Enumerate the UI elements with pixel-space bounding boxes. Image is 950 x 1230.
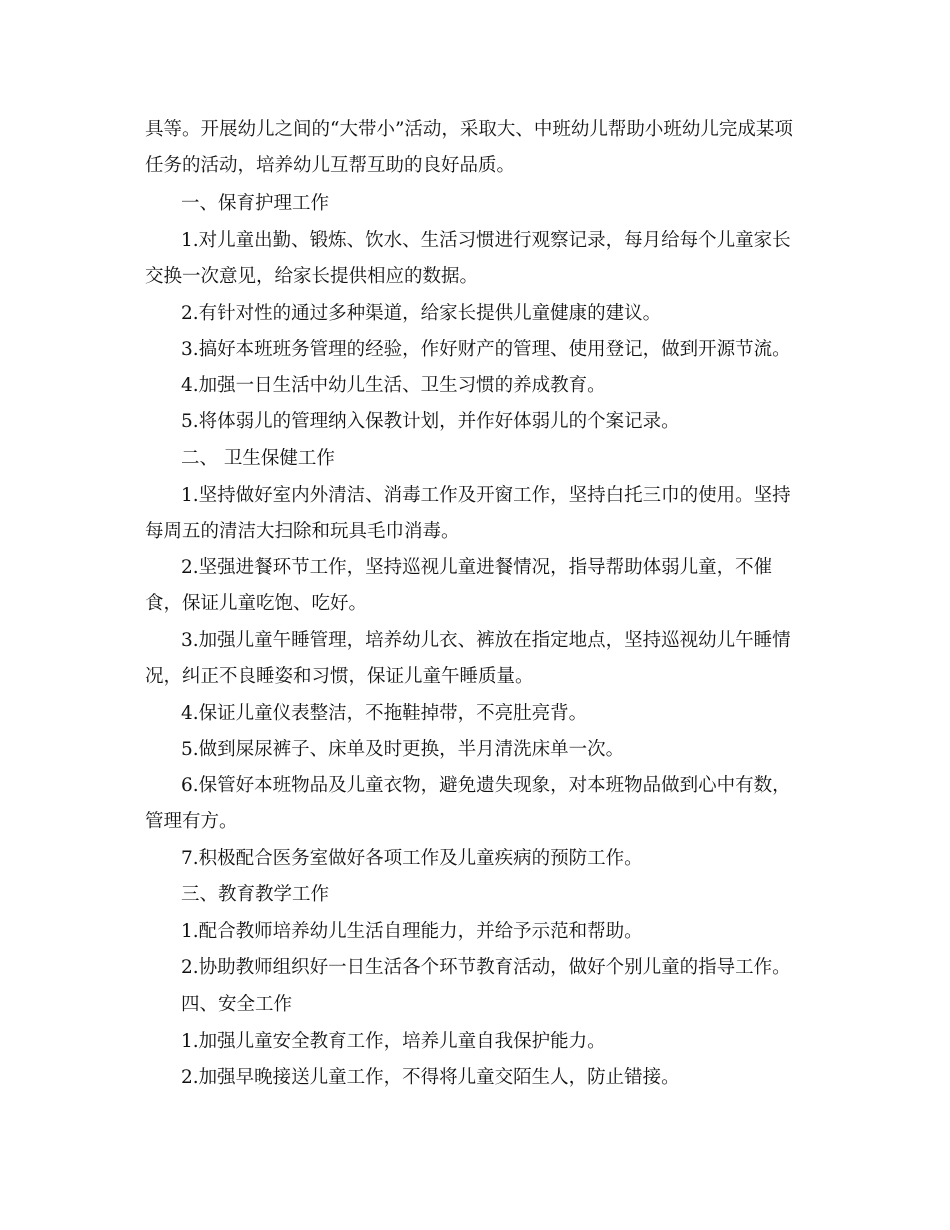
text-line: 2.有针对性的通过多种渠道，给家长提供儿童健康的建议。 [181,303,662,324]
text-line: 每周五的清洁大扫除和玩具毛巾消毒。 [145,521,460,542]
text-line: 1.坚持做好室内外清洁、消毒工作及开窗工作，坚持白托三巾的使用。坚持 [181,485,791,506]
text-line: 5.将体弱儿的管理纳入保教计划，并作好体弱儿的个案记录。 [181,411,680,432]
text-line: 3.搞好本班班务管理的经验，作好财产的管理、使用登记，做到开源节流。 [181,339,791,360]
text-line: 4.加强一日生活中幼儿生活、卫生习惯的养成教育。 [181,375,606,396]
text-line: 3.加强儿童午睡管理，培养幼儿衣、裤放在指定地点，坚持巡视幼儿午睡情 [181,630,791,651]
section-heading: 三、教育教学工作 [181,884,330,905]
text-line: 1.加强儿童安全教育工作，培养儿童自我保护能力。 [181,1031,606,1052]
text-line: 任务的活动，培养幼儿互帮互助的良好品质。 [145,155,516,176]
text-line: 交换一次意见，给家长提供相应的数据。 [145,266,479,287]
section-heading: 二、 卫生保健工作 [181,448,335,469]
text-line: 2.协助教师组织好一日生活各个环节教育活动，做好个别儿童的指导工作。 [181,957,791,978]
text-line: 1.对儿童出勤、锻炼、饮水、生活习惯进行观察记录，每月给每个儿童家长 [181,230,791,251]
text-line: 2.加强早晚接送儿童工作，不得将儿童交陌生人，防止错接。 [181,1067,680,1088]
section-heading: 一、保育护理工作 [181,193,330,214]
section-heading: 四、安全工作 [181,994,293,1015]
text-line: 1.配合教师培养幼儿生活自理能力，并给予示范和帮助。 [181,921,643,942]
text-line: 5.做到屎尿裤子、床单及时更换，半月清洗床单一次。 [181,739,625,760]
text-line: 7.积极配合医务室做好各项工作及儿童疾病的预防工作。 [181,848,643,869]
text-line: 况，纠正不良睡姿和习惯，保证儿童午睡质量。 [145,666,534,687]
text-line: 食，保证儿童吃饱、吃好。 [145,593,368,614]
text-line: 管理有方。 [145,811,238,832]
text-line: 具等。开展幼儿之间的“大带小”活动，采取大、中班幼儿帮助小班幼儿完成某项 [145,119,793,140]
text-line: 6.保管好本班物品及儿童衣物，避免遗失现象，对本班物品做到心中有数， [181,775,791,796]
text-line: 4.保证儿童仪表整洁，不拖鞋掉带，不亮肚亮背。 [181,703,588,724]
text-line: 2.坚强进餐环节工作，坚持巡视儿童进餐情况，指导帮助体弱儿童，不催 [181,557,773,578]
